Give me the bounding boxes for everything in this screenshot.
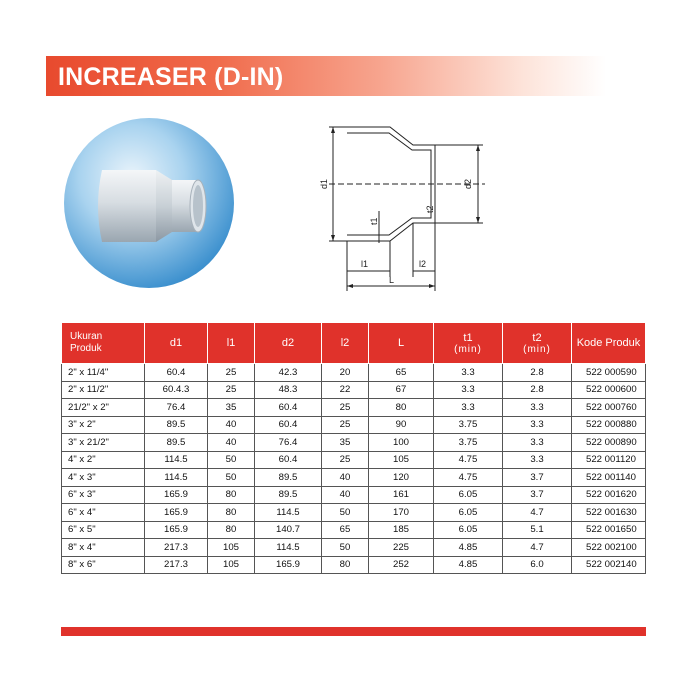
table-cell: 21/2" x 2" — [62, 399, 145, 417]
table-cell: 60.4 — [255, 416, 322, 434]
table-cell: 6" x 3" — [62, 486, 145, 504]
table-cell: 225 — [369, 539, 434, 557]
pipe-increaser-image — [64, 118, 234, 288]
table-cell: 165.9 — [145, 521, 208, 539]
table-cell: 252 — [369, 556, 434, 574]
table-cell: 65 — [369, 364, 434, 382]
table-cell: 522 002140 — [572, 556, 646, 574]
l1-label: l1 — [361, 259, 369, 269]
header-d1: d1 — [145, 323, 208, 364]
table-cell: 114.5 — [255, 539, 322, 557]
table-cell: 76.4 — [145, 399, 208, 417]
bottom-accent-bar — [61, 627, 646, 636]
table-cell: 3.3 — [434, 399, 503, 417]
table-cell: 80 — [322, 556, 369, 574]
table-cell: 6" x 5" — [62, 521, 145, 539]
table-cell: 89.5 — [255, 486, 322, 504]
table-cell: 3.75 — [434, 434, 503, 452]
table-cell: 60.4.3 — [145, 381, 208, 399]
table-cell: 161 — [369, 486, 434, 504]
table-cell: 4.85 — [434, 539, 503, 557]
table-cell: 522 001140 — [572, 469, 646, 487]
table-cell: 8" x 6" — [62, 556, 145, 574]
increaser-cross-section-drawing — [315, 115, 500, 300]
table-cell: 3.3 — [503, 416, 572, 434]
table-cell: 114.5 — [255, 504, 322, 522]
table-cell: 25 — [322, 399, 369, 417]
header-ukuran-line1: Ukuran — [70, 331, 103, 342]
header-l1: l1 — [208, 323, 255, 364]
table-cell: 2.8 — [503, 381, 572, 399]
table-cell: 170 — [369, 504, 434, 522]
table-cell: 6.05 — [434, 521, 503, 539]
table-cell: 80 — [208, 521, 255, 539]
header-t2-sub: (min) — [523, 343, 551, 355]
table-cell: 8" x 4" — [62, 539, 145, 557]
table-cell: 35 — [322, 434, 369, 452]
t1-label: t1 — [369, 217, 379, 225]
table-row — [62, 399, 646, 417]
table-cell: 5.1 — [503, 521, 572, 539]
page-title: INCREASER (D-IN) — [58, 63, 284, 91]
header-ukuran-produk — [62, 323, 145, 364]
table-row — [62, 486, 646, 504]
table-cell: 40 — [208, 434, 255, 452]
table-cell: 6.0 — [503, 556, 572, 574]
table-cell: 522 000890 — [572, 434, 646, 452]
table-cell: 90 — [369, 416, 434, 434]
table-cell: 140.7 — [255, 521, 322, 539]
table-cell: 2" x 11/4" — [62, 364, 145, 382]
table-cell: 3.7 — [503, 469, 572, 487]
table-cell: 60.4 — [255, 451, 322, 469]
table-cell: 522 000600 — [572, 381, 646, 399]
table-cell: 4" x 2" — [62, 451, 145, 469]
table-cell: 89.5 — [255, 469, 322, 487]
table-cell: 522 000760 — [572, 399, 646, 417]
table-cell: 6.05 — [434, 486, 503, 504]
table-cell: 185 — [369, 521, 434, 539]
table-cell: 3.75 — [434, 416, 503, 434]
table-header-row — [62, 323, 646, 364]
table-cell: 48.3 — [255, 381, 322, 399]
d2-label: d2 — [463, 178, 473, 189]
header-ukuran-line2: Produk — [70, 343, 102, 354]
table-cell: 60.4 — [255, 399, 322, 417]
table-cell: 42.3 — [255, 364, 322, 382]
table-cell: 35 — [208, 399, 255, 417]
table-cell: 3.3 — [503, 451, 572, 469]
table-cell: 4.75 — [434, 469, 503, 487]
table-row — [62, 434, 646, 452]
table-cell: 3.3 — [503, 434, 572, 452]
table-cell: 4.75 — [434, 451, 503, 469]
table-cell: 20 — [322, 364, 369, 382]
table-cell: 50 — [322, 539, 369, 557]
table-cell: 25 — [208, 364, 255, 382]
table-cell: 522 001120 — [572, 451, 646, 469]
table-cell: 3.3 — [434, 364, 503, 382]
table-cell: 4.7 — [503, 539, 572, 557]
table-row — [62, 539, 646, 557]
table-cell: 25 — [322, 416, 369, 434]
table-cell: 89.5 — [145, 416, 208, 434]
table-cell: 114.5 — [145, 469, 208, 487]
table-cell: 3.3 — [434, 381, 503, 399]
table-cell: 120 — [369, 469, 434, 487]
table-cell: 105 — [208, 556, 255, 574]
table-cell: 165.9 — [145, 504, 208, 522]
table-cell: 100 — [369, 434, 434, 452]
header-d2: d2 — [255, 323, 322, 364]
specification-table — [61, 322, 646, 574]
table-cell: 217.3 — [145, 539, 208, 557]
table-cell: 522 000590 — [572, 364, 646, 382]
table-cell: 105 — [208, 539, 255, 557]
table-row — [62, 556, 646, 574]
header-l2: l2 — [322, 323, 369, 364]
table-cell: 80 — [369, 399, 434, 417]
table-cell: 3.3 — [503, 399, 572, 417]
table-cell: 50 — [322, 504, 369, 522]
table-cell: 76.4 — [255, 434, 322, 452]
header-t1 — [434, 323, 503, 364]
header-t2 — [503, 323, 572, 364]
l2-label: l2 — [419, 259, 427, 269]
table-cell: 217.3 — [145, 556, 208, 574]
table-cell: 105 — [369, 451, 434, 469]
table-cell: 40 — [322, 486, 369, 504]
table-cell: 80 — [208, 486, 255, 504]
table-cell: 4" x 3" — [62, 469, 145, 487]
table-cell: 522 002100 — [572, 539, 646, 557]
table-cell: 50 — [208, 451, 255, 469]
table-row — [62, 364, 646, 382]
dimension-diagram — [315, 115, 500, 300]
L-label: L — [389, 275, 395, 285]
table-cell: 2" x 11/2" — [62, 381, 145, 399]
table-cell: 4.7 — [503, 504, 572, 522]
table-cell: 22 — [322, 381, 369, 399]
table-cell: 6.05 — [434, 504, 503, 522]
table-row — [62, 469, 646, 487]
header-kode-produk: Kode Produk — [572, 323, 646, 364]
table-cell: 50 — [208, 469, 255, 487]
table-cell: 4.85 — [434, 556, 503, 574]
table-cell: 522 001650 — [572, 521, 646, 539]
table-cell: 3" x 2" — [62, 416, 145, 434]
table-cell: 2.8 — [503, 364, 572, 382]
table-cell: 80 — [208, 504, 255, 522]
table-cell: 65 — [322, 521, 369, 539]
table-cell: 3.7 — [503, 486, 572, 504]
table-cell: 25 — [322, 451, 369, 469]
table-cell: 40 — [208, 416, 255, 434]
table-cell: 114.5 — [145, 451, 208, 469]
table-cell: 165.9 — [255, 556, 322, 574]
table-cell: 40 — [322, 469, 369, 487]
table-row — [62, 521, 646, 539]
table-cell: 522 001620 — [572, 486, 646, 504]
d1-label: d1 — [319, 178, 329, 189]
table-cell: 165.9 — [145, 486, 208, 504]
header-L: L — [369, 323, 434, 364]
table-cell: 60.4 — [145, 364, 208, 382]
product-photo — [64, 118, 234, 288]
table-cell: 3" x 21/2" — [62, 434, 145, 452]
t2-label: t2 — [425, 205, 435, 213]
table-cell: 6" x 4" — [62, 504, 145, 522]
table-cell: 25 — [208, 381, 255, 399]
table-cell: 522 000880 — [572, 416, 646, 434]
table-row — [62, 451, 646, 469]
header-t1-sub: (min) — [454, 343, 482, 355]
table-row — [62, 504, 646, 522]
table-row — [62, 416, 646, 434]
table-row — [62, 381, 646, 399]
table-cell: 522 001630 — [572, 504, 646, 522]
header-t2-label: t2 — [532, 331, 542, 344]
header-t1-label: t1 — [463, 331, 473, 344]
table-cell: 67 — [369, 381, 434, 399]
table-cell: 89.5 — [145, 434, 208, 452]
